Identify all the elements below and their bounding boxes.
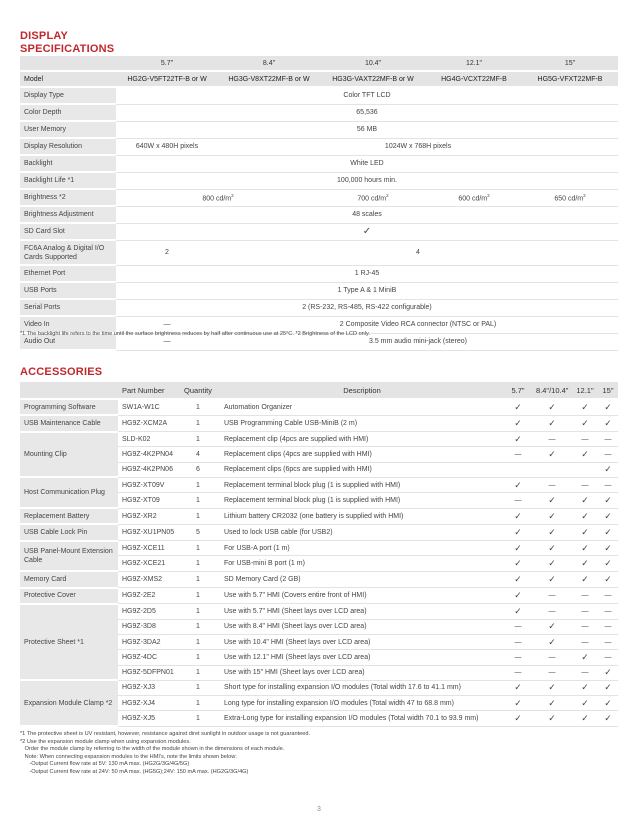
spec-value: 3.5 mm audio mini-jack (stereo) — [218, 333, 618, 350]
spec-value: 800 $cd/m^2$ — [116, 189, 320, 206]
part-number: HG9Z-XMS2 — [118, 571, 176, 587]
row-label: User Memory — [20, 121, 116, 138]
size-header: 15" — [522, 56, 618, 71]
display-footnote: *1 The backlight life refers to the time until the surface brightness reduces by half after continuous use at 25°C. *2 Brightness of the LCD only. — [20, 331, 370, 337]
check-mark: ✓ — [572, 508, 598, 524]
spec-row — [20, 155, 618, 172]
compat-cell: — — [532, 477, 572, 492]
accessory-group-label: USB Maintenance Cable — [20, 415, 118, 431]
quantity: 1 — [176, 399, 220, 415]
spec-value: 650 $cd/m^2$ — [522, 189, 618, 206]
accessory-row — [20, 524, 618, 540]
compat-cell: — — [572, 604, 598, 619]
check-mark: ✓ — [504, 415, 532, 431]
spec-row — [20, 265, 618, 282]
row-label: Color Depth — [20, 104, 116, 121]
spec-value: 2 — [116, 240, 218, 265]
check-mark: ✓ — [572, 399, 598, 415]
accessory-group-label: Mounting Clip — [20, 432, 118, 478]
accessory-group-label: Host Communication Plug — [20, 477, 118, 508]
compat-cell: — — [598, 447, 618, 462]
check-mark: ✓ — [504, 508, 532, 524]
check-mark: ✓ — [572, 541, 598, 556]
row-label: USB Ports — [20, 282, 116, 299]
check-mark: ✓ — [532, 556, 572, 571]
compat-cell: — — [598, 477, 618, 492]
part-number-header: Part Number — [118, 382, 176, 399]
part-number: HG9Z-XT09 — [118, 493, 176, 508]
spec-value: 1024W x 768H pixels — [218, 138, 618, 155]
check-mark: ✓ — [572, 524, 598, 540]
check-mark: ✓ — [598, 556, 618, 571]
quantity: 1 — [176, 665, 220, 680]
compat-cell: — — [532, 650, 572, 665]
spec-value: 48 scales — [116, 206, 618, 223]
compat-cell — [532, 462, 572, 477]
size-header: 5.7" — [504, 382, 532, 399]
quantity: 1 — [176, 711, 220, 726]
quantity: 1 — [176, 696, 220, 711]
check-mark: ✓ — [598, 680, 618, 695]
compat-cell: — — [504, 650, 532, 665]
check-mark: ✓ — [572, 493, 598, 508]
spec-value: 2 Composite Video RCA connector (NTSC or PAL) — [218, 316, 618, 333]
quantity: 1 — [176, 415, 220, 431]
row-label: Model — [20, 71, 116, 87]
description-header: Description — [220, 382, 504, 399]
row-label: Display Type — [20, 87, 116, 104]
accessories-section-title: ACCESSORIES — [20, 366, 103, 378]
spec-value: White LED — [116, 155, 618, 172]
compat-cell: — — [572, 619, 598, 634]
description: Automation Organizer — [220, 399, 504, 415]
check-mark: ✓ — [598, 415, 618, 431]
note-line: *1 The protective sheet is UV resistant, however, resistance against diret sunlight in outdoor usage is not guaranteed. — [20, 731, 311, 737]
description: Extra-Long type for installing expansion I/O modules (Total width 70.1 to 93.9 mm) — [220, 711, 504, 726]
spec-row — [20, 172, 618, 189]
spec-value: 65,536 — [116, 104, 618, 121]
quantity: 1 — [176, 680, 220, 695]
quantity: 6 — [176, 462, 220, 477]
part-number: HG9Z-XJ3 — [118, 680, 176, 695]
check-mark: ✓ — [598, 711, 618, 726]
compat-cell: — — [598, 432, 618, 447]
spec-row — [20, 240, 618, 265]
model-row — [20, 71, 618, 87]
row-label: Serial Ports — [20, 299, 116, 316]
accessory-group-label: Protective Sheet *1 — [20, 604, 118, 680]
check-mark: ✓ — [598, 462, 618, 477]
part-number: HG9Z-XCE11 — [118, 541, 176, 556]
compat-cell: — — [532, 588, 572, 604]
accessory-row — [20, 541, 618, 556]
quantity-header: Quantity — [176, 382, 220, 399]
spec-value: 640W x 480H pixels — [116, 138, 218, 155]
accessory-row — [20, 477, 618, 492]
model-number: HG4G-VCXT22MF-B — [426, 71, 522, 87]
quantity: 1 — [176, 588, 220, 604]
quantity: 1 — [176, 477, 220, 492]
check-mark: ✓ — [598, 524, 618, 540]
size-header: 15" — [598, 382, 618, 399]
part-number: SLD-K02 — [118, 432, 176, 447]
check-mark: ✓ — [504, 541, 532, 556]
description: Use with 10.4" HMI (Sheet lays over LCD area) — [220, 634, 504, 649]
part-number: HG9Z-2E2 — [118, 588, 176, 604]
compat-cell: — — [504, 447, 532, 462]
compat-cell: — — [532, 604, 572, 619]
part-number: HG9Z-XT09V — [118, 477, 176, 492]
description: Replacement terminal block plug (1 is supplied with HMI) — [220, 477, 504, 492]
check-mark: ✓ — [504, 571, 532, 587]
check-mark: ✓ — [572, 696, 598, 711]
size-header-row — [20, 56, 618, 71]
compat-cell: — — [504, 619, 532, 634]
compat-cell: — — [598, 604, 618, 619]
row-label: Brightness *2 — [20, 189, 116, 206]
spec-value: Color TFT LCD — [116, 87, 618, 104]
model-number: HG3G-VAXT22MF-B or W — [320, 71, 426, 87]
note-line: -Output Current flow rate at 5V: 130 mA max. (HG2G/3G/4G/5G) — [20, 761, 190, 767]
row-label: FC6A Analog & Digital I/O Cards Supported — [20, 240, 116, 265]
check-mark: ✓ — [504, 477, 532, 492]
check-mark: ✓ — [532, 493, 572, 508]
model-number: HG2G-V5FT22TF-B or W — [116, 71, 218, 87]
description: Replacement clips (6pcs are supplied with HMI) — [220, 462, 504, 477]
check-mark: ✓ — [598, 696, 618, 711]
quantity: 1 — [176, 493, 220, 508]
check-mark: ✓ — [116, 223, 618, 240]
check-mark: ✓ — [532, 571, 572, 587]
quantity: 1 — [176, 432, 220, 447]
description: Replacement clip (4pcs are supplied with HMI) — [220, 432, 504, 447]
check-mark: ✓ — [598, 399, 618, 415]
quantity: 1 — [176, 604, 220, 619]
accessory-group-label: Expansion Module Clamp *2 — [20, 680, 118, 726]
compat-cell: — — [598, 588, 618, 604]
description: Long type for installing expansion I/O modules (Total width 47 to 68.8 mm) — [220, 696, 504, 711]
description: Use with 15" HMI (Sheet lays over LCD area) — [220, 665, 504, 680]
compat-cell: — — [504, 493, 532, 508]
check-mark: ✓ — [572, 711, 598, 726]
model-number: HG3G-V8XT22MF-B or W — [218, 71, 320, 87]
description: Used to lock USB cable (for USB2) — [220, 524, 504, 540]
check-mark: ✓ — [572, 680, 598, 695]
description: Replacement clips (4pcs are supplied with HMI) — [220, 447, 504, 462]
size-header: 12.1" — [426, 56, 522, 71]
compat-cell: — — [598, 650, 618, 665]
check-mark: ✓ — [504, 711, 532, 726]
spec-value: — — [116, 333, 218, 350]
quantity: 1 — [176, 508, 220, 524]
check-mark: ✓ — [504, 524, 532, 540]
display-spec-table — [20, 56, 618, 351]
check-mark: ✓ — [572, 571, 598, 587]
part-number: HG9Z-5DFPN01 — [118, 665, 176, 680]
check-mark: ✓ — [598, 571, 618, 587]
row-label: Ethernet Port — [20, 265, 116, 282]
accessory-row — [20, 432, 618, 447]
check-mark: ✓ — [504, 588, 532, 604]
compat-cell: — — [598, 619, 618, 634]
part-number: HG9Z-4K2PN06 — [118, 462, 176, 477]
row-label: Backlight — [20, 155, 116, 172]
spec-row — [20, 189, 618, 206]
spec-row — [20, 223, 618, 240]
accessory-group-label: Programming Software — [20, 399, 118, 415]
spec-value: 1 RJ-45 — [116, 265, 618, 282]
check-mark: ✓ — [504, 604, 532, 619]
row-label: Audio Out — [20, 333, 116, 350]
row-label: Display Resolution — [20, 138, 116, 155]
row-label: SD Card Slot — [20, 223, 116, 240]
quantity: 5 — [176, 524, 220, 540]
description: Lithium battery CR2032 (one battery is supplied with HMI) — [220, 508, 504, 524]
check-mark: ✓ — [532, 696, 572, 711]
spec-value: 600 $cd/m^2$ — [426, 189, 522, 206]
quantity: 1 — [176, 634, 220, 649]
part-number: HG9Z-XJ5 — [118, 711, 176, 726]
check-mark: ✓ — [532, 634, 572, 649]
spec-value: 2 (RS-232, RS-485, RS-422 configurable) — [116, 299, 618, 316]
check-mark: ✓ — [598, 541, 618, 556]
part-number: SW1A-W1C — [118, 399, 176, 415]
compat-cell: — — [598, 634, 618, 649]
part-number: HG9Z-XR2 — [118, 508, 176, 524]
compat-cell: — — [572, 634, 598, 649]
check-mark: ✓ — [572, 556, 598, 571]
accessory-row — [20, 415, 618, 431]
quantity: 1 — [176, 650, 220, 665]
row-label: Backlight Life *1 — [20, 172, 116, 189]
check-mark: ✓ — [598, 493, 618, 508]
quantity: 1 — [176, 556, 220, 571]
check-mark: ✓ — [532, 524, 572, 540]
check-mark: ✓ — [532, 415, 572, 431]
check-mark: ✓ — [532, 619, 572, 634]
description: Use with 8.4" HMI (Sheet lays over LCD area) — [220, 619, 504, 634]
accessory-row — [20, 571, 618, 587]
compat-cell: — — [504, 665, 532, 680]
display-section-title: DISPLAY SPECIFICATIONS — [20, 30, 115, 55]
note-line: *2 Use the expansion module clamp when using expansion modules. — [20, 738, 191, 745]
spec-row — [20, 104, 618, 121]
spec-value: 4 — [218, 240, 618, 265]
accessory-row — [20, 588, 618, 604]
size-header: 12.1" — [572, 382, 598, 399]
quantity: 1 — [176, 541, 220, 556]
size-header: 5.7" — [116, 56, 218, 71]
compat-cell: — — [572, 477, 598, 492]
compat-cell: — — [532, 665, 572, 680]
description: Short type for installing expansion I/O modules (Total width 17.6 to 41.1 mm) — [220, 680, 504, 695]
note-line: Order the module clamp by referring to the width of the module shown in the dimensions of each module. — [20, 746, 285, 752]
spec-value: 700 $cd/m^2$ — [320, 189, 426, 206]
note-line: Note: When connecting expansion modules to the HMI's, note the limits shown below: — [20, 753, 237, 760]
check-mark: ✓ — [504, 696, 532, 711]
spec-value: 56 MB — [116, 121, 618, 138]
compat-cell: — — [572, 588, 598, 604]
accessory-row — [20, 680, 618, 695]
accessory-group-label: Replacement Battery — [20, 508, 118, 524]
spec-value: 1 Type A & 1 MiniB — [116, 282, 618, 299]
accessory-row — [20, 399, 618, 415]
page-number: 3 — [317, 806, 321, 813]
spec-row — [20, 206, 618, 223]
compat-cell — [504, 462, 532, 477]
check-mark: ✓ — [532, 399, 572, 415]
description: Use with 12.1" HMI (Sheet lays over LCD area) — [220, 650, 504, 665]
check-mark: ✓ — [504, 432, 532, 447]
accessories-notes — [20, 731, 310, 776]
accessory-group-label: Protective Cover — [20, 588, 118, 604]
spec-row — [20, 87, 618, 104]
compat-cell: — — [532, 432, 572, 447]
description: Replacement terminal block plug (1 is supplied with HMI) — [220, 493, 504, 508]
check-mark: ✓ — [572, 415, 598, 431]
part-number: HG9Z-4K2PN04 — [118, 447, 176, 462]
quantity: 1 — [176, 571, 220, 587]
check-mark: ✓ — [504, 399, 532, 415]
note-line: -Output Current flow rate at 24V: 50 mA max. (HG5G);24V: 150 mA max. (HG2G/3G/4G) — [20, 768, 249, 775]
description: Use with 5.7" HMI (Covers entire front of HMI) — [220, 588, 504, 604]
accessory-group-label: Memory Card — [20, 571, 118, 587]
compat-cell — [572, 462, 598, 477]
check-mark: ✓ — [532, 680, 572, 695]
check-mark: ✓ — [532, 508, 572, 524]
description: For USB-A port (1 m) — [220, 541, 504, 556]
description: SD Memory Card (2 GB) — [220, 571, 504, 587]
quantity: 4 — [176, 447, 220, 462]
quantity: 1 — [176, 619, 220, 634]
accessories-table — [20, 382, 618, 727]
size-header: 10.4" — [320, 56, 426, 71]
spec-value: 100,000 hours min. — [116, 172, 618, 189]
check-mark: ✓ — [532, 541, 572, 556]
spec-row — [20, 299, 618, 316]
part-number: HG9Z-XCE21 — [118, 556, 176, 571]
check-mark: ✓ — [504, 556, 532, 571]
spec-row — [20, 121, 618, 138]
spec-row — [20, 282, 618, 299]
part-number: HG9Z-3D8 — [118, 619, 176, 634]
compat-cell: — — [572, 432, 598, 447]
compat-cell: — — [504, 634, 532, 649]
accessory-group-label: USB Panel-Mount Extension Cable — [20, 541, 118, 572]
size-header: 8.4" — [218, 56, 320, 71]
check-mark: ✓ — [532, 711, 572, 726]
compat-cell: — — [572, 665, 598, 680]
check-mark: ✓ — [532, 447, 572, 462]
part-number: HG9Z-XU1PN05 — [118, 524, 176, 540]
accessories-header-row — [20, 382, 618, 399]
description: Use with 5.7" HMI (Sheet lays over LCD area) — [220, 604, 504, 619]
spec-row — [20, 138, 618, 155]
accessory-group-label: USB Cable Lock Pin — [20, 524, 118, 540]
check-mark: ✓ — [598, 665, 618, 680]
check-mark: ✓ — [504, 680, 532, 695]
part-number: HG9Z-XCM2A — [118, 415, 176, 431]
part-number: HG9Z-3DA2 — [118, 634, 176, 649]
description: For USB-mini B port (1 m) — [220, 556, 504, 571]
size-header: 8.4"/10.4" — [532, 382, 572, 399]
check-mark: ✓ — [598, 508, 618, 524]
model-number: HG5G-VFXT22MF-B — [522, 71, 618, 87]
accessory-row — [20, 508, 618, 524]
description: USB Programming Cable USB-MiniB (2 m) — [220, 415, 504, 431]
part-number: HG9Z-4DC — [118, 650, 176, 665]
row-label: Brightness Adjustment — [20, 206, 116, 223]
spec-value: — — [116, 316, 218, 333]
part-number: HG9Z-2D5 — [118, 604, 176, 619]
part-number: HG9Z-XJ4 — [118, 696, 176, 711]
check-mark: ✓ — [572, 650, 598, 665]
accessory-row — [20, 604, 618, 619]
check-mark: ✓ — [572, 447, 598, 462]
row-label: Video In — [20, 316, 116, 333]
